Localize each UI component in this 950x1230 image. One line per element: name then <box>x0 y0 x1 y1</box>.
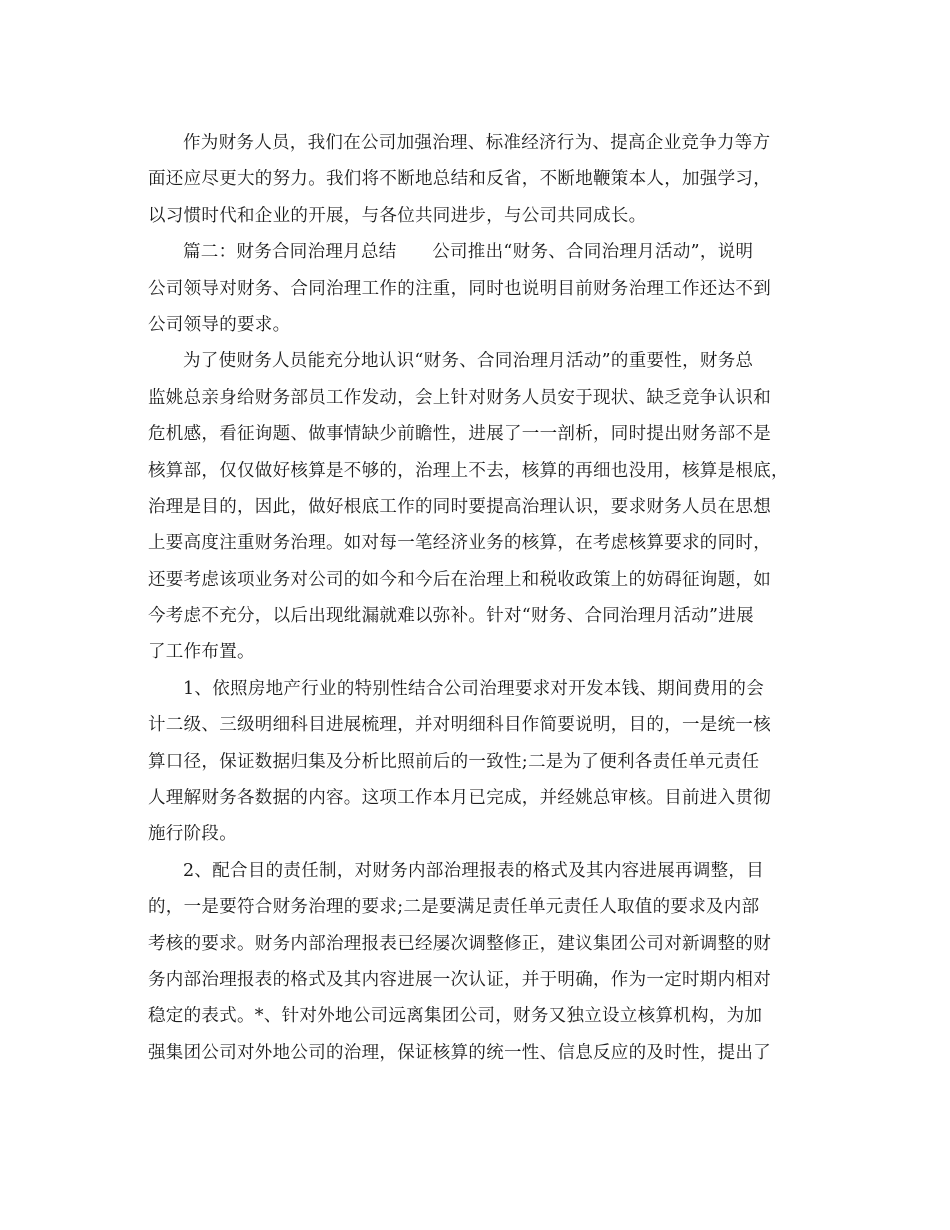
text-line: 2、配合目的责任制，对财务内部治理报表的格式及其内容进展再调整，目 <box>183 860 765 881</box>
text-line: 1、依照房地产行业的特别性结合公司治理要求对开发本钱、期间费用的会 <box>183 678 765 699</box>
text-line: 为了使财务人员能充分地认识“财务、合同治理月活动”的重要性，财务总 <box>183 351 754 372</box>
text-line: 务内部治理报表的格式及其内容进展一次认证，并于明确，作为一定时期内相对 <box>148 969 771 990</box>
text-line: 计二级、三级明细科目进展梳理，并对明细科目作简要说明，目的，一是统一核 <box>148 715 771 736</box>
text-line: 篇二：财务合同治理月总结 公司推出“财务、合同治理月活动”，说明 <box>183 242 754 263</box>
document-body <box>148 125 808 1071</box>
text-line: 人理解财务各数据的内容。这项工作本月已完成，并经姚总审核。目前进入贯彻 <box>148 788 771 809</box>
text-line: 算口径，保证数据归集及分析比照前后的一致性;二是为了便利各责任单元责任 <box>148 751 760 772</box>
text-line: 了工作布置。 <box>148 642 255 663</box>
text-line: 治理是目的，因此，做好根底工作的同时要提高治理认识，要求财务人员在思想 <box>148 496 771 517</box>
text-line: 施行阶段。 <box>148 824 237 845</box>
text-line: 核算部，仅仅做好核算是不够的，治理上不去，核算的再细也没用，核算是根底， <box>148 460 789 481</box>
text-line: 的，一是要符合财务治理的要求;二是要满足责任单元责任人取值的要求及内部 <box>148 897 760 918</box>
text-line: 稳定的表式。*、针对外地公司远离集团公司，财务又独立设立核算机构，为加 <box>148 1006 763 1027</box>
text-line: 还要考虑该项业务对公司的如今和今后在治理上和税收政策上的妨碍征询题，如 <box>148 569 771 590</box>
text-line: 上要高度注重财务治理。如对每一笔经济业务的核算，在考虑核算要求的同时， <box>148 533 771 554</box>
text-line: 危机感，看征询题、做事情缺少前瞻性，进展了一一剖析，同时提出财务部不是 <box>148 424 771 445</box>
text-line: 监姚总亲身给财务部员工作发动，会上针对财务人员安于现状、缺乏竞争认识和 <box>148 387 771 408</box>
text-line: 以习惯时代和企业的开展，与各位共同进步，与公司共同成长。 <box>148 205 647 226</box>
text-line: 强集团公司对外地公司的治理，保证核算的统一性、信息反应的及时性，提出了 <box>148 1042 771 1063</box>
text-line: 面还应尽更大的努力。我们将不断地总结和反省，不断地鞭策本人，加强学习， <box>148 169 771 190</box>
text-line: 考核的要求。财务内部治理报表已经屡次调整修正，建议集团公司对新调整的财 <box>148 933 771 954</box>
text-line: 公司领导的要求。 <box>148 314 291 335</box>
text-line: 公司领导对财务、合同治理工作的注重，同时也说明目前财务治理工作还达不到 <box>148 278 771 299</box>
text-line: 今考虑不充分，以后出现纰漏就难以弥补。针对“财务、合同治理月活动”进展 <box>148 606 754 627</box>
text-line: 作为财务人员，我们在公司加强治理、标准经济行为、提高企业竞争力等方 <box>183 133 771 153</box>
